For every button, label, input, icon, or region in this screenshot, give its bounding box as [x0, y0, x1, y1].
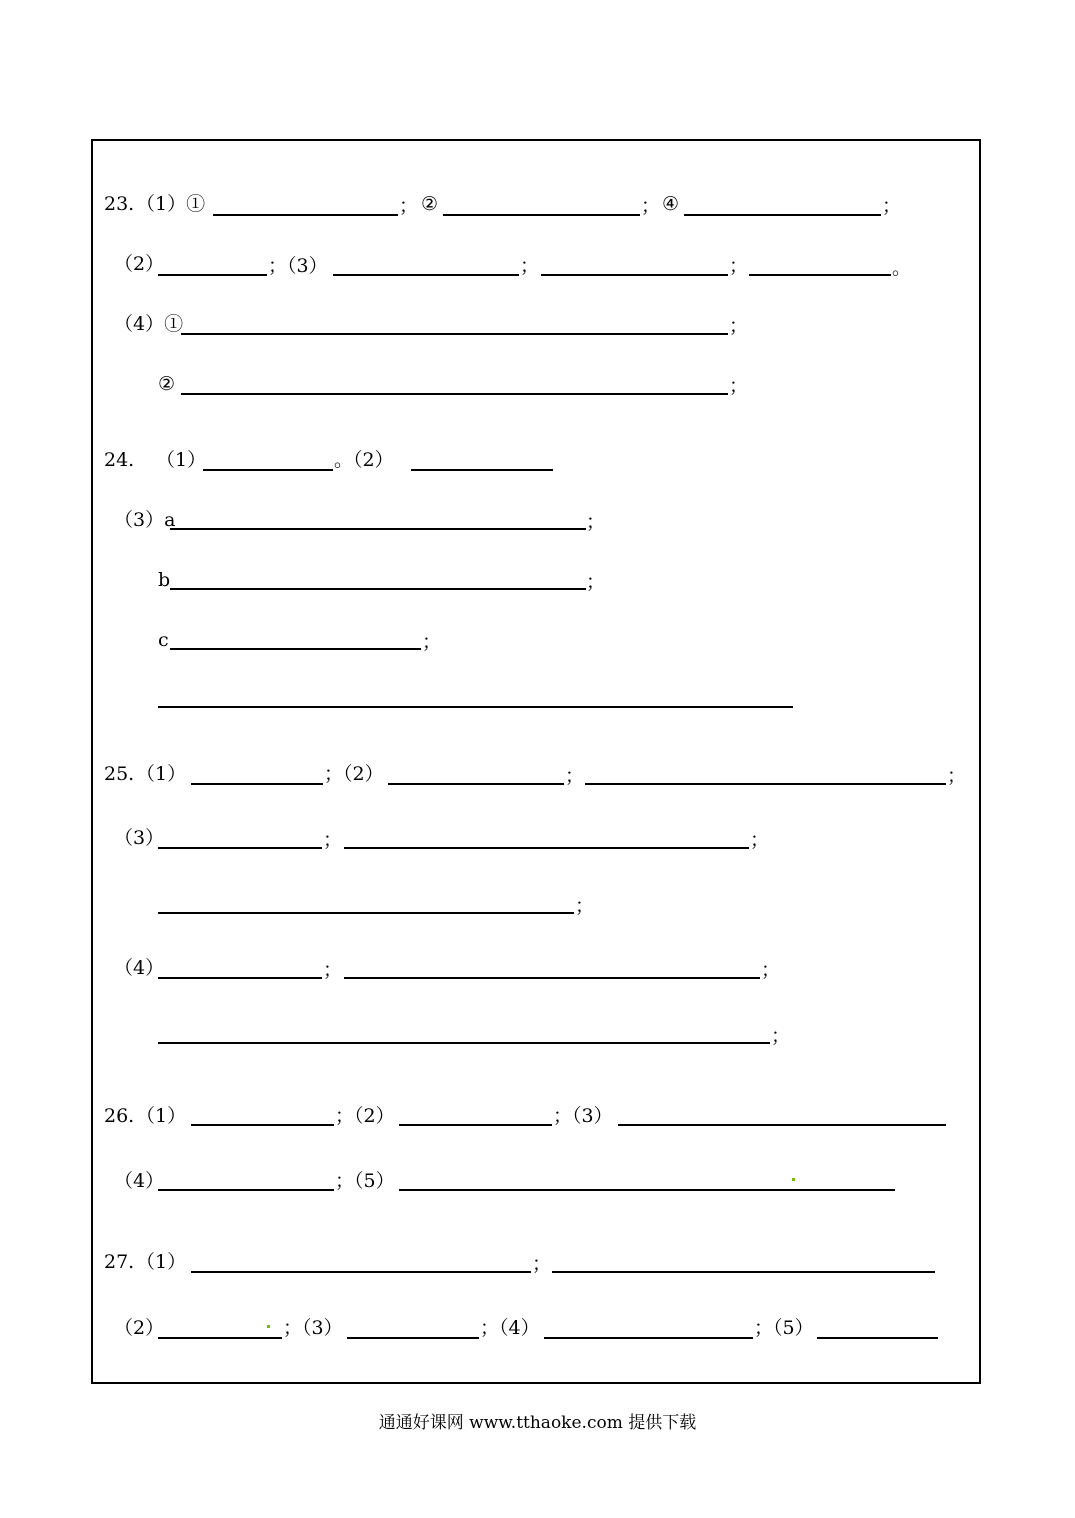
q23-1-blank-4[interactable]	[684, 214, 881, 216]
answer-sheet-frame	[91, 139, 981, 1384]
separator: ；	[520, 255, 540, 277]
q23-4-blank-1[interactable]	[181, 333, 728, 335]
separator: ；	[575, 895, 595, 917]
separator: ；	[422, 631, 442, 653]
q23-1-blank-2[interactable]	[443, 214, 640, 216]
q26-2-blank[interactable]	[399, 1124, 552, 1126]
q23-4-circle-2: ②	[158, 373, 176, 395]
separator: ；	[586, 571, 606, 593]
q25-number: 25.	[104, 763, 135, 785]
separator: ；	[641, 195, 661, 217]
q23-1-blank-1[interactable]	[213, 214, 398, 216]
q23-3-blank-2[interactable]	[541, 274, 728, 276]
q27-3-blank[interactable]	[347, 1337, 479, 1339]
q26-3-blank[interactable]	[618, 1124, 946, 1126]
q23-part1-label: （1）①	[136, 193, 206, 215]
q23-3-blank-1[interactable]	[333, 274, 519, 276]
q27-part2-label: （2）	[114, 1317, 165, 1339]
separator: ；	[729, 315, 749, 337]
q23-number: 23.	[104, 193, 135, 215]
q26-part5-label: ；（5）	[335, 1170, 395, 1192]
q24-2-blank[interactable]	[411, 469, 553, 471]
separator: ；	[729, 255, 749, 277]
q24-3c-blank[interactable]	[170, 648, 421, 650]
q24-part1-label: （1）	[156, 449, 207, 471]
q27-part4-label: ；（4）	[480, 1317, 540, 1339]
q24-3-extra-blank[interactable]	[158, 706, 793, 708]
q27-2-blank[interactable]	[158, 1337, 282, 1339]
q25-4-blank-2[interactable]	[344, 977, 760, 979]
q27-5-blank[interactable]	[817, 1337, 938, 1339]
q23-4-blank-2[interactable]	[181, 393, 728, 395]
q24-3b-blank[interactable]	[170, 588, 586, 590]
q27-number: 27.	[104, 1251, 135, 1273]
separator: ；	[882, 195, 902, 217]
q27-part3-label: ；（3）	[283, 1317, 343, 1339]
separator: ；	[323, 829, 343, 851]
q23-2-blank[interactable]	[158, 274, 267, 276]
q25-4-blank-1[interactable]	[158, 977, 322, 979]
q24-part3-label: （3）a	[114, 509, 176, 531]
q25-part3-label: （3）	[114, 827, 165, 849]
q27-1-blank-1[interactable]	[191, 1271, 531, 1273]
separator: ；	[750, 829, 770, 851]
separator: ；	[947, 765, 967, 787]
q25-1-blank[interactable]	[191, 783, 323, 785]
q23-part3-label: ；（3）	[268, 255, 328, 277]
separator: ；	[586, 511, 606, 533]
q23-part2-label: （2）	[114, 253, 165, 275]
separator: ；	[729, 375, 749, 397]
stray-mark	[267, 1325, 270, 1328]
q26-part4-label: （4）	[114, 1170, 165, 1192]
q27-1-blank-2[interactable]	[552, 1271, 935, 1273]
q26-1-blank[interactable]	[191, 1124, 334, 1126]
q25-part2-label: ；（2）	[324, 763, 384, 785]
q23-3-blank-3[interactable]	[749, 274, 891, 276]
q25-2-blank-2[interactable]	[585, 783, 946, 785]
period: 。	[892, 257, 912, 279]
q25-part4-label: （4）	[114, 957, 165, 979]
q25-4-blank-3[interactable]	[158, 1042, 770, 1044]
q27-part1-label: （1）	[136, 1251, 187, 1273]
separator: ；	[761, 959, 781, 981]
q26-5-blank[interactable]	[399, 1189, 895, 1191]
separator: ；	[323, 959, 343, 981]
q27-4-blank[interactable]	[544, 1337, 753, 1339]
q25-3-blank-3[interactable]	[158, 912, 574, 914]
q26-part3-label: ；（3）	[553, 1105, 613, 1127]
q26-part2-label: ；（2）	[335, 1105, 395, 1127]
q27-part5-label: ；（5）	[754, 1317, 814, 1339]
q23-circle-4: ④	[662, 193, 680, 215]
q24-number: 24.	[104, 449, 135, 471]
q24-part2-label: 。（2）	[334, 449, 394, 471]
q26-number: 26.	[104, 1105, 135, 1127]
q25-part1-label: （1）	[136, 763, 187, 785]
q26-4-blank[interactable]	[158, 1189, 334, 1191]
q24-3b-label: b	[158, 569, 171, 591]
q26-part1-label: （1）	[136, 1105, 187, 1127]
q25-2-blank-1[interactable]	[388, 783, 564, 785]
separator: ；	[532, 1253, 552, 1275]
q24-1-blank[interactable]	[203, 469, 333, 471]
footer-credit: 通通好课网 www.tthaoke.com 提供下载	[378, 1413, 697, 1433]
stray-mark	[792, 1178, 795, 1181]
q25-3-blank-1[interactable]	[158, 847, 322, 849]
q24-3a-blank[interactable]	[170, 528, 586, 530]
q24-3c-label: c	[158, 629, 169, 651]
separator: ；	[399, 195, 419, 217]
q23-part4-label: （4）①	[114, 313, 184, 335]
separator: ；	[771, 1025, 791, 1047]
separator: ；	[565, 765, 585, 787]
q25-3-blank-2[interactable]	[344, 847, 749, 849]
q23-circle-2: ②	[421, 193, 439, 215]
